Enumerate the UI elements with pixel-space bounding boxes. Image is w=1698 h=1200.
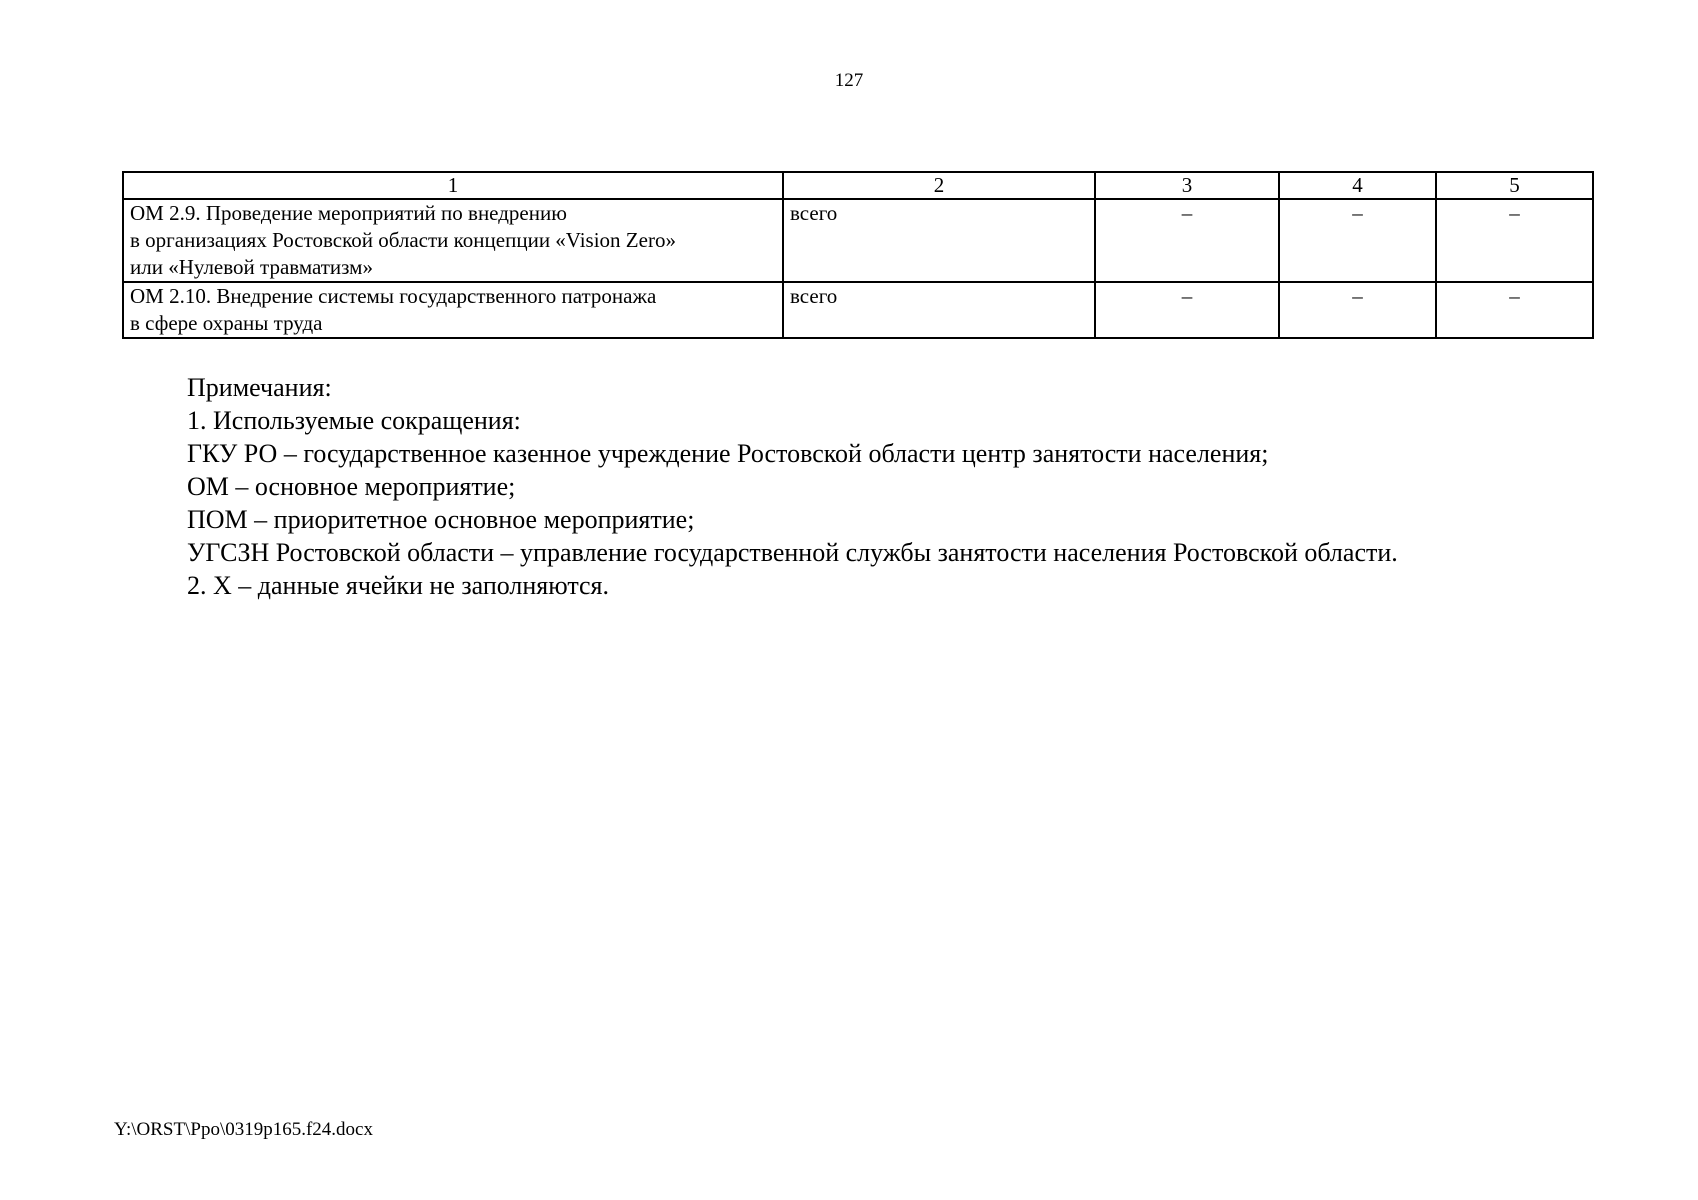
activity-line: в сфере охраны труда [130, 311, 323, 335]
page-number: 127 [834, 70, 864, 91]
activity-line: ОМ 2.10. Внедрение системы государственного патронажа [130, 284, 657, 308]
table-header-row [123, 172, 1593, 199]
value-cell: – [1095, 199, 1279, 282]
header-cell-5: 5 [1436, 172, 1593, 199]
table-row [123, 282, 1593, 338]
source-cell: всего [783, 199, 1095, 282]
note-line: ГКУ РО – государственное казенное учреждение Ростовской области центр занятости населения; [187, 439, 1269, 468]
value-cell: – [1436, 199, 1593, 282]
notes-section [187, 371, 1398, 602]
source-cell: всего [783, 282, 1095, 338]
table-row [123, 199, 1593, 282]
value-cell: – [1279, 199, 1436, 282]
header-cell-2: 2 [783, 172, 1095, 199]
value-cell: – [1436, 282, 1593, 338]
notes-title: Примечания: [187, 373, 332, 402]
activity-cell [123, 199, 783, 282]
note-line: 1. Используемые сокращения: [187, 406, 521, 435]
footer-file-path: Y:\ORST\Ppo\0319p165.f24.docx [114, 1119, 373, 1140]
value-cell: – [1095, 282, 1279, 338]
note-line: 2. Х – данные ячейки не заполняются. [187, 571, 610, 600]
activity-line: в организациях Ростовской области концепции «Vision Zero» [130, 228, 676, 252]
header-cell-1: 1 [123, 172, 783, 199]
data-table [122, 171, 1594, 339]
activity-line: или «Нулевой травматизм» [130, 255, 373, 279]
value-cell: – [1279, 282, 1436, 338]
header-cell-4: 4 [1279, 172, 1436, 199]
header-cell-3: 3 [1095, 172, 1279, 199]
note-line: ПОМ – приоритетное основное мероприятие; [187, 505, 695, 534]
note-line: УГСЗН Ростовской области – управление государственной службы занятости населения Ростовской области. [187, 538, 1398, 567]
activity-cell [123, 282, 783, 338]
activity-line: ОМ 2.9. Проведение мероприятий по внедрению [130, 201, 567, 225]
note-line: ОМ – основное мероприятие; [187, 472, 516, 501]
